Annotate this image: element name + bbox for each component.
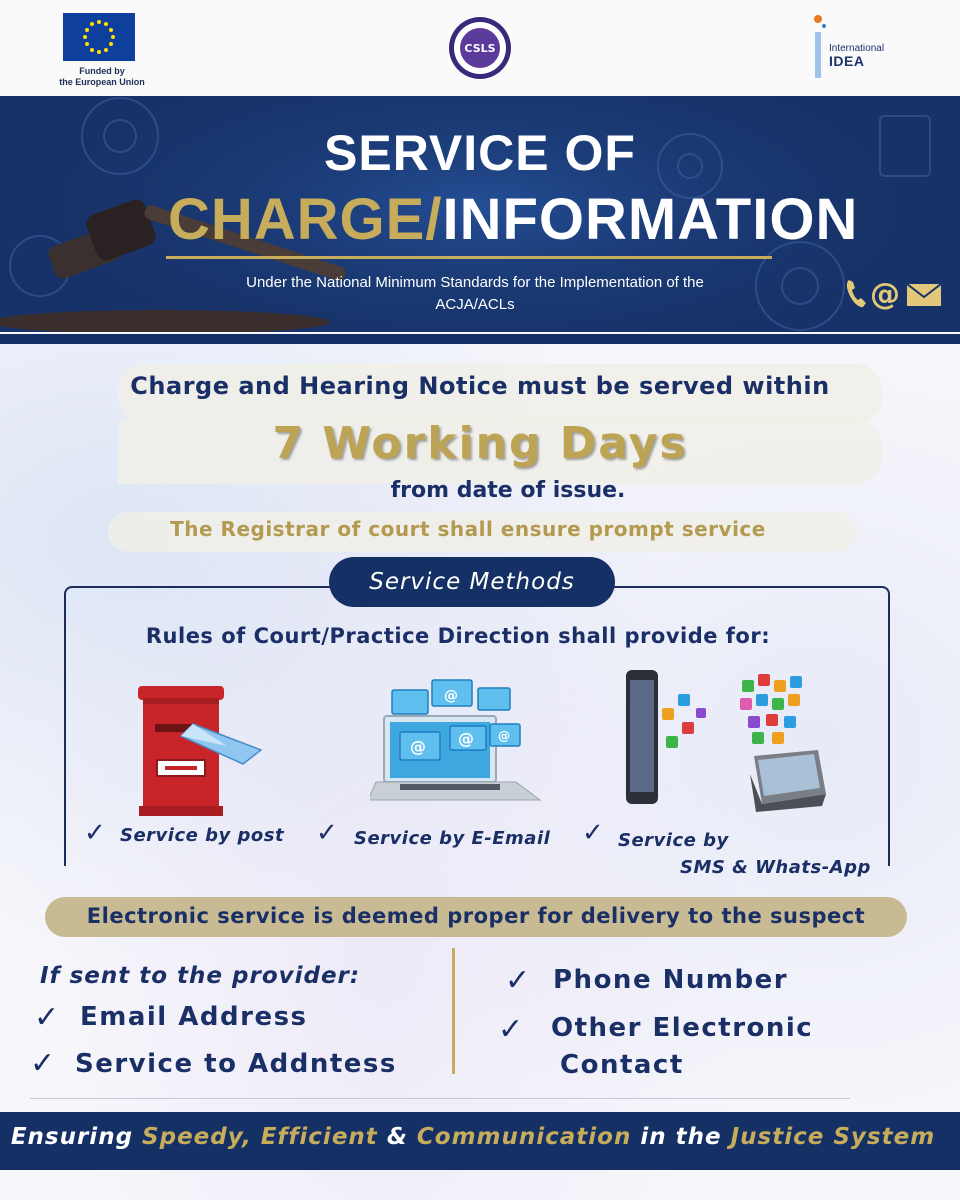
envelope-icon [907,284,941,306]
at-icon: @ [870,277,900,312]
check-icon: ✓ [34,1000,60,1035]
list-service-address: Service to Addntess [75,1049,397,1079]
list-other-electronic-line2: Contact [560,1050,684,1080]
footer-word-speedy-efficient: Speedy, Efficient [142,1124,378,1150]
list-other-electronic-line1: Other Electronic [551,1013,814,1043]
footer-word-ensuring: Ensuring [10,1124,134,1150]
hero-title-line2 [168,186,858,253]
footer-word-communication: Communication [416,1124,632,1150]
provider-heading: If sent to the provider: [40,963,361,989]
eu-caption-line1: Funded by [79,66,125,76]
post-box-icon [135,684,270,818]
check-icon: ✓ [505,963,531,998]
hero-banner [0,96,960,334]
hero-title-charge: CHARGE/ [168,187,443,252]
hero-title-underline [166,256,772,259]
method-sms-label-line2: SMS & Whats-App [680,857,871,878]
svg-text:@: @ [444,688,458,704]
bottom-rule [30,1098,850,1099]
column-divider [452,948,455,1074]
rules-line: Rules of Court/Practice Direction shall provide for: [145,624,771,648]
list-email-address: Email Address [80,1002,308,1032]
eu-caption [52,66,152,88]
notice-registrar: The Registrar of court shall ensure prompt service [170,517,766,541]
check-icon: ✓ [30,1046,56,1081]
notice-line3: from date of issue. [390,478,626,503]
footer-word-justice-system: Justice System [730,1124,936,1150]
notice-days: 7 Working Days [272,418,688,469]
laptop-email-icon [370,676,542,806]
check-icon: ✓ [316,818,338,848]
phone-icon [847,280,866,307]
list-phone-number: Phone Number [553,965,789,995]
footer-word-in-the: in the [640,1124,722,1150]
check-icon: ✓ [582,818,604,848]
footer-word-and: & [386,1124,408,1150]
svg-text:@: @ [458,729,474,748]
svg-text:@: @ [498,729,510,743]
method-post-label: Service by post [120,825,285,846]
eu-caption-line2: the European Union [59,77,145,87]
method-email-label: Service by E-Email [354,828,551,849]
idea-caption [829,43,884,70]
contact-icons [843,276,943,312]
idea-line1: International [829,43,885,54]
check-icon: ✓ [84,818,106,848]
electronic-service-text: Electronic service is deemed proper for delivery to the suspect [86,904,866,928]
hero-divider-stripe [0,334,960,344]
hero-title-information: INFORMATION [442,187,859,252]
method-sms-label-line1: Service by [618,830,729,851]
idea-logo-icon [812,14,826,78]
notice-line1: Charge and Hearing Notice must be served within [130,372,830,400]
check-icon: ✓ [498,1012,524,1047]
svg-text:@: @ [410,737,426,756]
smartphone-apps-icon [622,664,832,814]
logo-bar [0,0,960,96]
idea-line2: IDEA [829,53,865,69]
hero-subtitle-line1: Under the National Minimum Standards for the Implementation of the [246,274,704,291]
csls-seal-text: CSLS [464,42,496,55]
service-methods-title: Service Methods [329,557,615,607]
eu-flag-icon [63,13,135,61]
hero-title-line1: SERVICE OF [324,125,636,181]
footer-tagline [0,1124,946,1150]
csls-seal-icon [447,15,513,81]
hero-subtitle-line2: ACJA/ACLs [435,296,515,313]
hero-subtitle [190,272,760,316]
